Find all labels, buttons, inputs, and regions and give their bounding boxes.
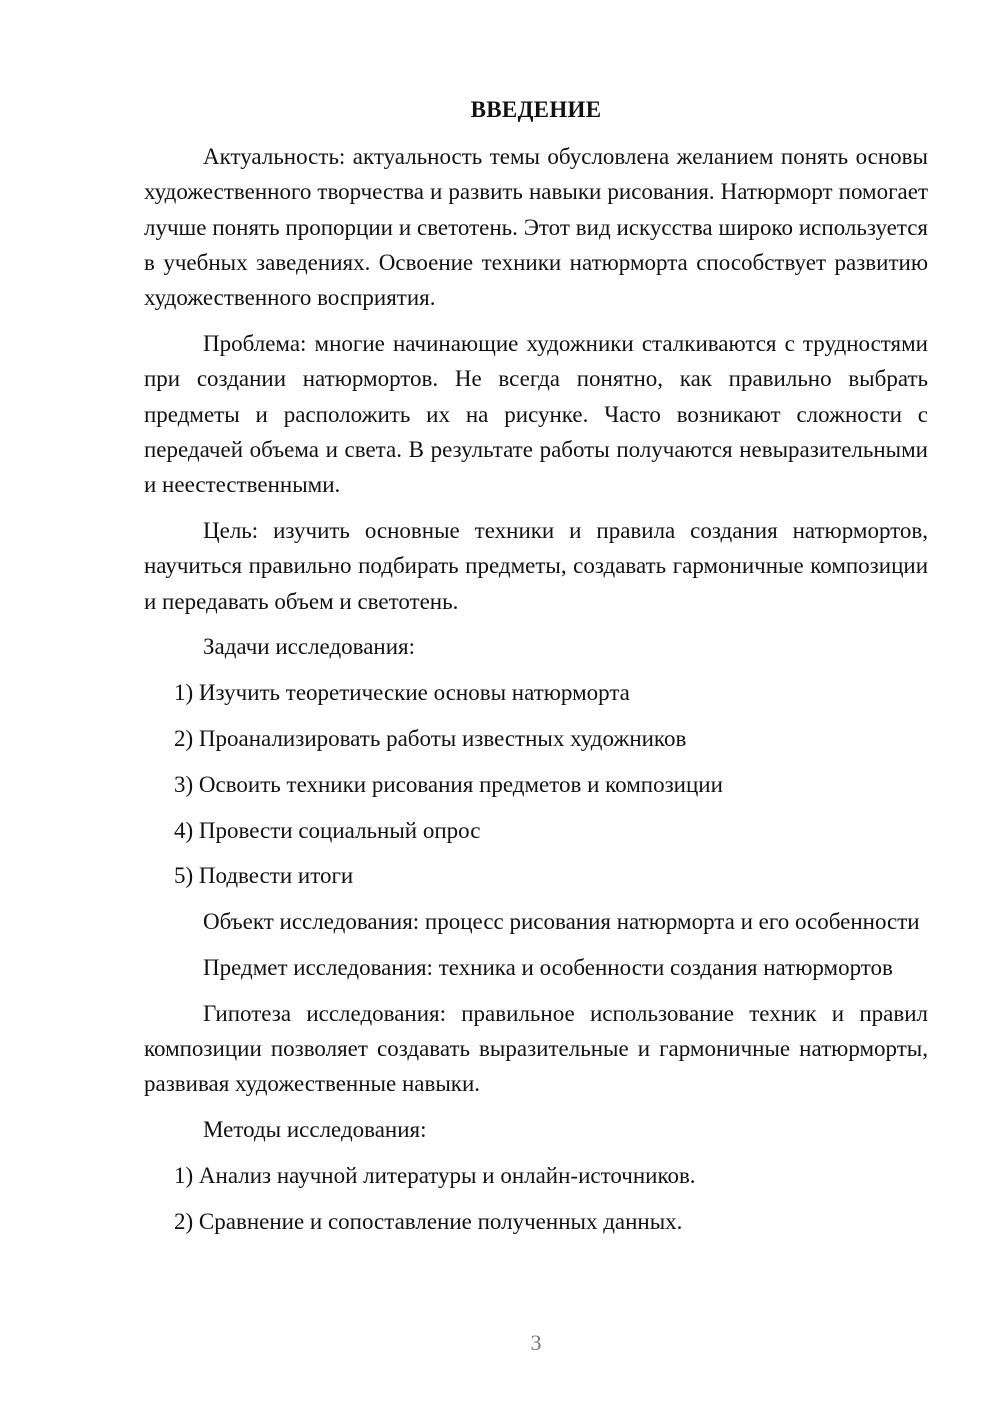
page-number: 3	[530, 1330, 542, 1355]
document-page	[144, 92, 928, 1250]
hypothesis-paragraph: Гипотеза исследования: правильное использование техник и правил композиции позволяет создавать выразительные и гармоничные натюрморты, развивая художественные навыки.	[144, 1000, 928, 1097]
method-item: 1) Анализ научной литературы и онлайн-источников.	[174, 1162, 696, 1188]
task-item: 5) Подвести итоги	[174, 863, 354, 889]
task-item: 4) Провести социальный опрос	[174, 817, 481, 843]
methods-heading: Методы исследования:	[203, 1117, 427, 1143]
goal-paragraph: Цель: изучить основные техники и правила создания натюрмортов, научиться правильно подбирать предметы, создавать гармоничные композиции и передавать объем и светотень.	[144, 517, 928, 614]
tasks-heading: Задачи исследования:	[203, 634, 416, 660]
method-item: 2) Сравнение и сопоставление полученных данных.	[174, 1208, 683, 1234]
object-paragraph: Объект исследования: процесс рисования натюрморта и его особенности	[203, 909, 920, 935]
task-item: 3) Освоить техники рисования предметов и композиции	[174, 771, 723, 797]
problem-paragraph: Проблема: многие начинающие художники сталкиваются с трудностями при создании натюрмортов. Не всегда понятно, как правильно выбрать предметы и расположить их на рисунке. Часто возникают сложности с передачей объема и света. В результате работы получаются невыразительными и неестественными.	[144, 330, 928, 498]
task-item: 2) Проанализировать работы известных художников	[174, 725, 687, 751]
relevance-paragraph: Актуальность: актуальность темы обусловлена желанием понять основы художественного творчества и развить навыки рисования. Натюрморт помогает лучше понять пропорции и светотень. Этот вид искусства широко используется в учебных заведениях. Освоение техники натюрморта способствует развитию художественного восприятия.	[144, 144, 928, 311]
page-title: ВВЕДЕНИЕ	[470, 97, 602, 122]
subject-paragraph: Предмет исследования: техника и особенности создания натюрмортов	[203, 954, 893, 980]
task-item: 1) Изучить теоретические основы натюрморта	[174, 680, 630, 706]
